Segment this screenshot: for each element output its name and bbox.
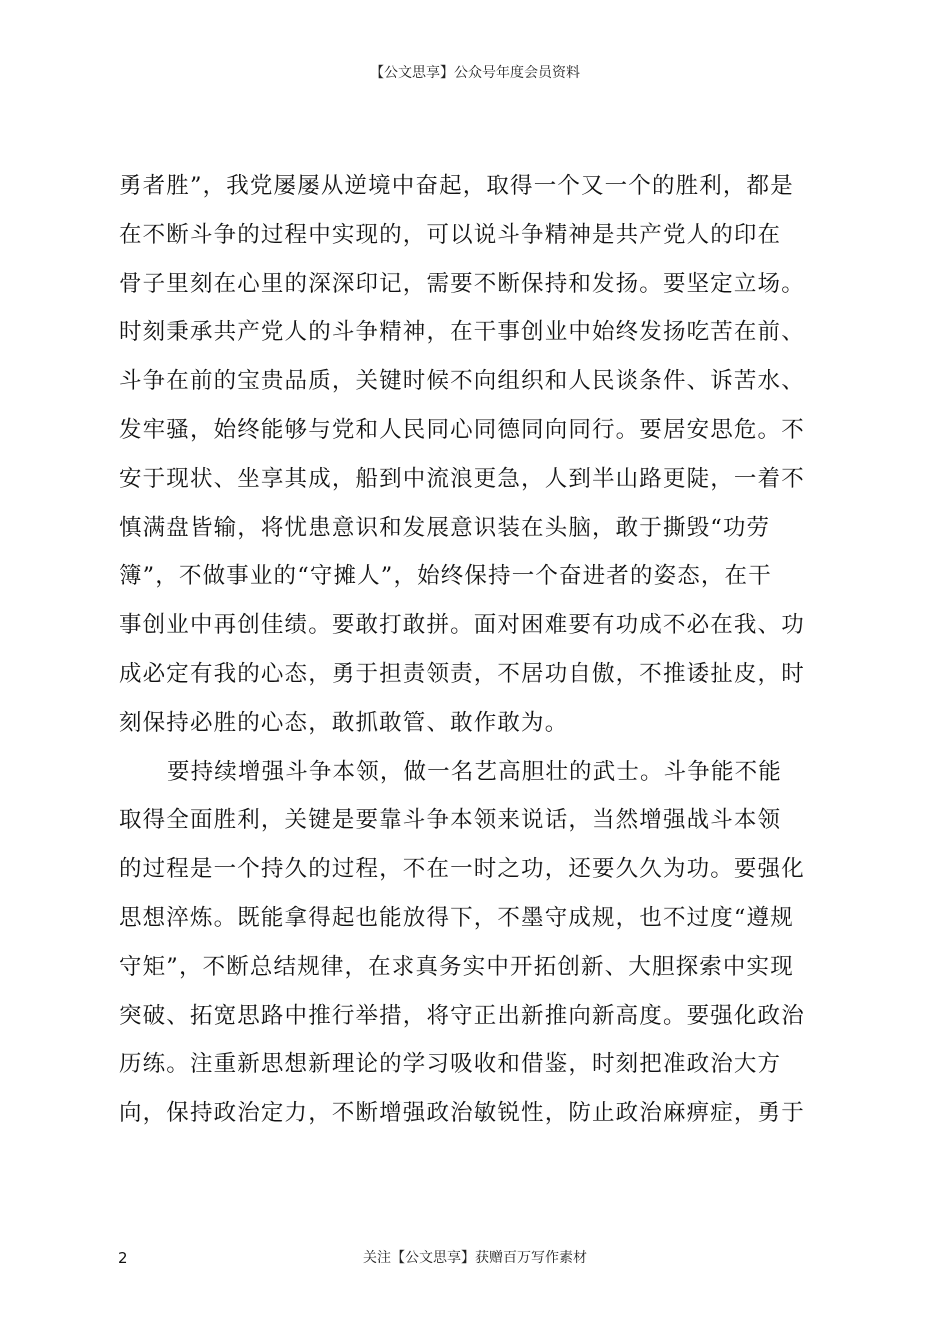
text-line: 思想淬炼。既能拿得起也能放得下，不墨守成规，也不过度“遵规 — [119, 904, 794, 931]
paragraph-first-line: 要持续增强斗争本领，做一名艺高胆壮的武士。斗争能不能 — [167, 758, 782, 785]
text-line: 向，保持政治定力，不断增强政治敏锐性，防止政治麻痹症，勇于 — [119, 1100, 805, 1127]
text-line: 成必定有我的心态，勇于担责领责，不居功自傲，不推诿扯皮，时 — [119, 660, 805, 687]
text-line: 发牢骚，始终能够与党和人民同心同德同向同行。要居安思危。不 — [119, 416, 805, 443]
text-line: 在不断斗争的过程中实现的，可以说斗争精神是共产党人的印在 — [119, 221, 782, 248]
text-line: 簿”，不做事业的“守摊人”，始终保持一个奋进者的姿态，在干 — [119, 563, 772, 590]
body-text — [119, 162, 833, 1138]
text-line: 骨子里刻在心里的深深印记，需要不断保持和发扬。要坚定立场。 — [119, 270, 805, 297]
text-line: 事创业中再创佳绩。要敢打敢拼。面对困难要有功成不必在我、功 — [119, 612, 805, 639]
text-line: 勇者胜”，我党屡屡从逆境中奋起，取得一个又一个的胜利，都是 — [119, 173, 794, 199]
text-line: 守矩”，不断总结规律，在求真务实中开拓创新、大胆探索中实现 — [119, 953, 794, 980]
text-line: 安于现状、坐享其成，船到中流浪更急，人到半山路更陡，一着不 — [119, 465, 805, 492]
text-line: 时刻秉承共产党人的斗争精神，在干事创业中始终发扬吃苦在前、 — [119, 319, 805, 346]
page-header: 【公文思享】公众号年度会员资料 — [370, 65, 580, 81]
page-footer: 关注【公文思享】获赠百万写作素材 — [363, 1250, 587, 1266]
text-line: 慎满盘皆输，将忧患意识和发展意识装在头脑，敢于撕毁“功劳 — [119, 514, 771, 541]
text-line: 取得全面胜利，关键是要靠斗争本领来说话，当然增强战斗本领 — [119, 807, 782, 834]
text-line: 历练。注重新思想新理论的学习吸收和借鉴，时刻把准政治大方 — [119, 1051, 782, 1078]
page-number: 2 — [118, 1249, 128, 1267]
text-line: 的过程是一个持久的过程，不在一时之功，还要久久为功。要强化 — [119, 856, 805, 883]
text-line: 突破、拓宽思路中推行举措，将守正出新推向新高度。要强化政治 — [119, 1002, 805, 1029]
text-line: 斗争在前的宝贵品质，关键时候不向组织和人民谈条件、诉苦水、 — [119, 368, 805, 395]
text-line: 刻保持必胜的心态，敢抓敢管、敢作敢为。 — [119, 709, 569, 736]
